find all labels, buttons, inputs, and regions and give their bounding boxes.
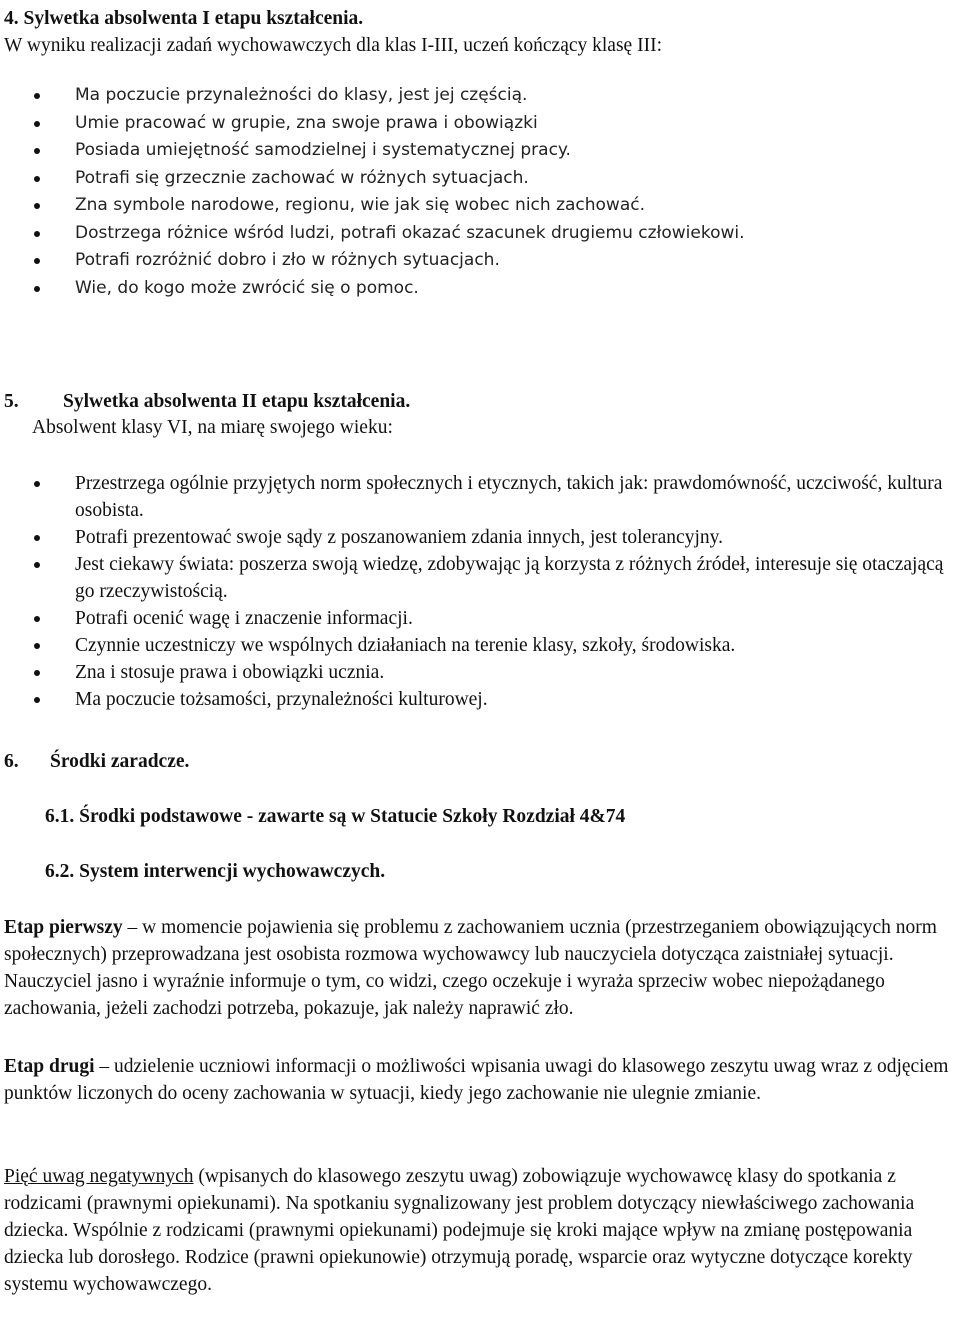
bullet-icon bbox=[34, 616, 40, 622]
bullet-icon bbox=[34, 481, 40, 487]
negative-remarks-label: Pięć uwag negatywnych bbox=[4, 1166, 194, 1187]
bullet-icon bbox=[34, 286, 40, 292]
bullet-icon bbox=[34, 231, 40, 237]
list-item: Potrafi rozróżnić dobro i zło w różnych sytuacjach. bbox=[0, 247, 960, 275]
section-4-list bbox=[0, 82, 960, 302]
section-6-heading: Środki zaradcze. bbox=[50, 751, 190, 772]
bullet-icon bbox=[34, 697, 40, 703]
bullet-icon bbox=[34, 643, 40, 649]
section-5-heading: Sylwetka absolwenta II etapu kształcenia. bbox=[63, 391, 411, 412]
bullet-icon bbox=[34, 562, 40, 568]
section-4-intro: W wyniku realizacji zadań wychowawczych dla klas I-III, uczeń kończący klasę III: bbox=[4, 35, 662, 56]
bullet-icon bbox=[34, 203, 40, 209]
section-5-number: 5. bbox=[4, 391, 19, 412]
stage-2-text: – udzielenie uczniowi informacji o możliwości wpisania uwagi do klasowego zeszytu uwag wraz z odjęciem punktów liczonych do oceny zachowania w sytuacji, kiedy jego zachowanie nie ulegnie zmianie. bbox=[4, 1056, 949, 1104]
list-item: Ma poczucie tożsamości, przynależności kulturowej. bbox=[0, 686, 960, 713]
section-5-intro: Absolwent klasy VI, na miarę swojego wieku: bbox=[32, 417, 393, 438]
stage-1-text: – w momencie pojawienia się problemu z zachowaniem ucznia (przestrzeganiem obowiązujących norm społecznych) przeprowadzana jest osobista rozmowa wychowawcy lub nauczyciela dotycząca zaistniałej sytuacji. Nauczyciel jasno i wyraźnie informuje o tym, co widzi, czego oczekuje i wyraża sprzeciw wobec niepożądanego zachowania, jeżeli zachodzi potrzeba, pokazuje, jak należy naprawić zło. bbox=[4, 917, 937, 1019]
list-item: Dostrzega różnice wśród ludzi, potrafi okazać szacunek drugiemu człowiekowi. bbox=[0, 220, 960, 248]
section-6-1-heading: 6.1. Środki podstawowe - zawarte są w Statucie Szkoły Rozdział 4&74 bbox=[45, 806, 626, 827]
negative-remarks-text: (wpisanych do klasowego zeszytu uwag) zobowiązuje wychowawcę klasy do spotkania z rodzicami (prawnymi opiekunami). Na spotkaniu sygnalizowany jest problem dotyczący niewłaściwego zachowania dziecka. Wspólnie z rodzicami (prawnymi opiekunami) podejmuje się kroki mające wpływ na zmianę postępowania dziecka lub dorosłego. Rodzice (prawni opiekunowie) otrzymują poradę, wsparcie oraz wytyczne dotyczące korekty systemu wychowawczego. bbox=[4, 1166, 915, 1295]
list-item: Umie pracować w grupie, zna swoje prawa i obowiązki bbox=[0, 110, 960, 138]
section-6-2-heading: 6.2. System interwencji wychowawczych. bbox=[45, 861, 386, 882]
bullet-icon bbox=[34, 535, 40, 541]
bullet-icon bbox=[34, 176, 40, 182]
list-item: Czynnie uczestniczy we wspólnych działaniach na terenie klasy, szkoły, środowiska. bbox=[0, 632, 960, 659]
stage-2-label: Etap drugi bbox=[4, 1056, 95, 1077]
list-item: Jest ciekawy świata: poszerza swoją wiedzę, zdobywając ją korzysta z różnych źródeł, interesuje się otaczającą go rzeczywistością. bbox=[0, 551, 960, 605]
stage-1-paragraph bbox=[4, 914, 956, 1022]
stage-1-label: Etap pierwszy bbox=[4, 917, 123, 938]
section-4-heading: 4. Sylwetka absolwenta I etapu kształcenia. bbox=[4, 8, 364, 29]
list-item: Zna symbole narodowe, regionu, wie jak się wobec nich zachować. bbox=[0, 192, 960, 220]
bullet-icon bbox=[34, 93, 40, 99]
section-5-list bbox=[0, 470, 960, 713]
bullet-icon bbox=[34, 258, 40, 264]
list-item: Zna i stosuje prawa i obowiązki ucznia. bbox=[0, 659, 960, 686]
stage-2-paragraph bbox=[4, 1053, 956, 1107]
section-6-number: 6. bbox=[4, 751, 19, 772]
list-item: Przestrzega ogólnie przyjętych norm społecznych i etycznych, takich jak: prawdomówność, uczciwość, kultura osobista. bbox=[0, 470, 960, 524]
list-item: Potrafi prezentować swoje sądy z poszanowaniem zdania innych, jest tolerancyjny. bbox=[0, 524, 960, 551]
bullet-icon bbox=[34, 670, 40, 676]
bullet-icon bbox=[34, 121, 40, 127]
bullet-icon bbox=[34, 148, 40, 154]
list-item: Potrafi ocenić wagę i znaczenie informacji. bbox=[0, 605, 960, 632]
list-item: Wie, do kogo może zwrócić się o pomoc. bbox=[0, 275, 960, 303]
negative-remarks-paragraph bbox=[4, 1163, 956, 1298]
list-item: Potrafi się grzecznie zachować w różnych sytuacjach. bbox=[0, 165, 960, 193]
list-item: Posiada umiejętność samodzielnej i systematycznej pracy. bbox=[0, 137, 960, 165]
list-item: Ma poczucie przynależności do klasy, jest jej częścią. bbox=[0, 82, 960, 110]
